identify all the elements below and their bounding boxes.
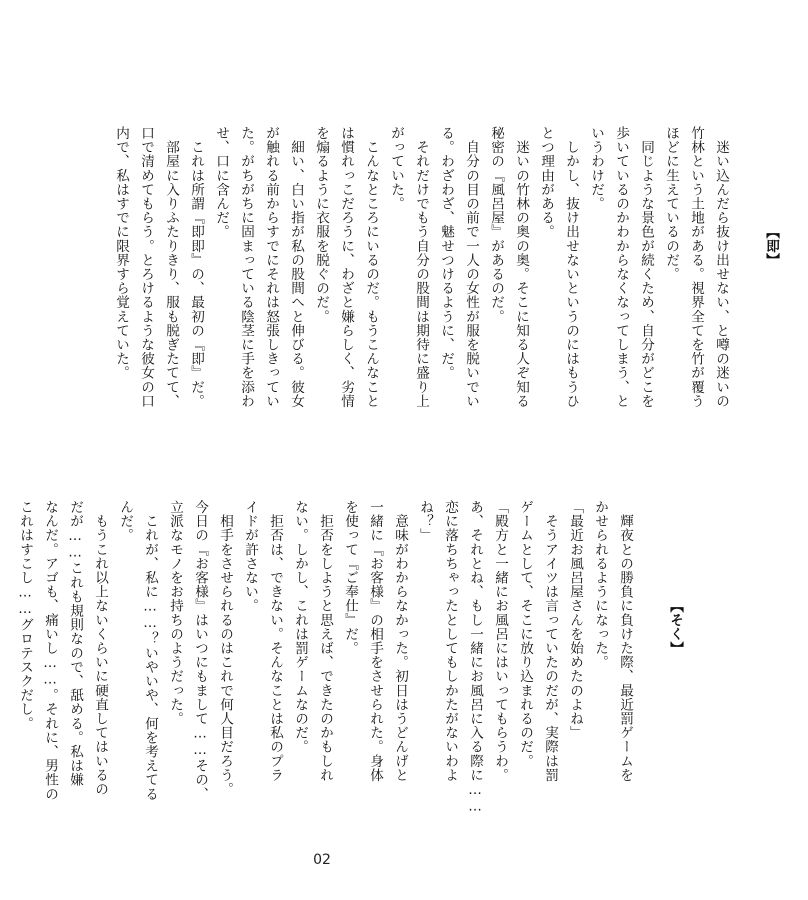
- bottom-vertical-text: [12, 500, 712, 835]
- text-line: 迷いの竹林の奥の奥。そこに知る人ぞ知る: [513, 126, 529, 408]
- text-line: がっていた。: [388, 126, 404, 211]
- text-line: 相手をさせられるのはこれで何人目だろう。: [217, 500, 233, 797]
- text-line: 意味がわからなかった。初日はうどんげと: [392, 500, 408, 782]
- top-vertical-text: [108, 126, 808, 456]
- text-line: イドが許さない。: [242, 500, 258, 613]
- text-line: 歩いているのかわからなくなってしまう、と: [613, 126, 629, 408]
- text-line: 拒否は、できない。そんなことは私のプラ: [267, 500, 283, 782]
- text-line: もうこれ以上ないくらいに硬直してはいるの: [92, 500, 108, 797]
- text-line: 迷い込んだら抜け出せない、と噂の迷いの: [713, 126, 729, 408]
- text-line: 細い、白い指が私の股間へと伸びる。彼女: [288, 126, 304, 408]
- text-line: そうアイツは言っていたのだが、実際は罰: [542, 500, 558, 782]
- text-line: 自分の目の前で一人の女性が服を脱いでい: [463, 126, 479, 408]
- text-line: 部屋に入りふたりきり、服も脱ぎたてて、: [163, 126, 179, 408]
- top-heading: 【即】: [763, 225, 779, 268]
- text-line: ない。しかし、これは罰ゲームなのだ。: [292, 500, 308, 754]
- text-line: 恋に落ちちゃったとしてもしかたがないわよ: [442, 500, 458, 782]
- text-line: る。わざわざ、魅せつけるように、だ。: [438, 126, 454, 380]
- bottom-heading: 【そく】: [667, 599, 683, 656]
- text-line: しかし、抜け出せないというのにはもうひ: [563, 126, 579, 408]
- text-line: これは所謂『即即』の、最初の『即』だ。: [188, 126, 204, 408]
- text-line: 同じような景色が続くため、自分がどこを: [638, 126, 654, 408]
- text-line: ゲームとして、そこに放り込まれるのだ。: [517, 500, 533, 768]
- text-line: これが、私に……？いやいや、何を考えてる: [142, 500, 158, 801]
- text-line: は慣れっこだろうに、わざと嫌らしく、劣情: [338, 126, 354, 408]
- text-line: こんなところにいるのだ。もうこんなこと: [363, 126, 379, 408]
- text-line: 秘密の『風呂屋』があるのだ。: [488, 126, 504, 324]
- text-line: 今日の『お客様』はいつにもまして……その、: [192, 500, 208, 801]
- text-line: これはすこし……グロテスクだし。: [17, 500, 33, 731]
- text-line: 口で清めてもらう。とろけるような彼女の口: [138, 126, 154, 408]
- text-line: を煽るように衣服を脱ぐのだ。: [313, 126, 329, 324]
- text-line: それだけでもう自分の股間は期待に盛り上: [413, 126, 429, 408]
- text-line: だが……これも規則なので、舐める。私は嫌: [67, 500, 83, 787]
- text-line: なんだ。アゴも、痛いし……。それに、男性の: [42, 500, 58, 801]
- text-line: んだ。: [117, 500, 133, 543]
- text-line: 「殿方と一緒にお風呂にはいってもらうわ。: [492, 500, 508, 782]
- text-line: ね？」: [417, 500, 433, 543]
- bottom-text-block: [12, 500, 683, 835]
- text-line: かせられるようになった。: [592, 500, 608, 670]
- text-line: 輝夜との勝負に負けた際、最近罰ゲームを: [617, 500, 633, 782]
- text-line: 竹林という土地がある。視界全てを竹が覆う: [688, 126, 704, 408]
- text-line: いうわけだ。: [588, 126, 604, 211]
- page-number: 02: [313, 852, 331, 868]
- top-text-block: [108, 126, 779, 456]
- text-line: とつ理由がある。: [538, 126, 554, 239]
- text-line: せ、口に含んだ。: [213, 126, 229, 239]
- text-line: あ、それとね、もし一緒にお風呂に入る際に……: [467, 500, 483, 815]
- text-line: 内で、私はすでに限界すら覚えていた。: [113, 126, 129, 380]
- text-line: 拒否をしようと思えば、できたのかもしれ: [317, 500, 333, 782]
- text-line: が触れる前からすでにそれは怒張しきってい: [263, 126, 279, 408]
- text-line: 「最近お風呂屋さんを始めたのよね」: [567, 500, 583, 740]
- text-line: 一緒に『お客様』の相手をさせられた。身体: [367, 500, 383, 782]
- text-line: を使って『ご奉仕』だ。: [342, 500, 358, 656]
- text-line: た。がちがちに固まっている陰茎に手を添わ: [238, 126, 254, 408]
- text-line: ほどに生えているのだ。: [663, 126, 679, 282]
- text-line: 立派なモノをお持ちのようだった。: [167, 500, 183, 726]
